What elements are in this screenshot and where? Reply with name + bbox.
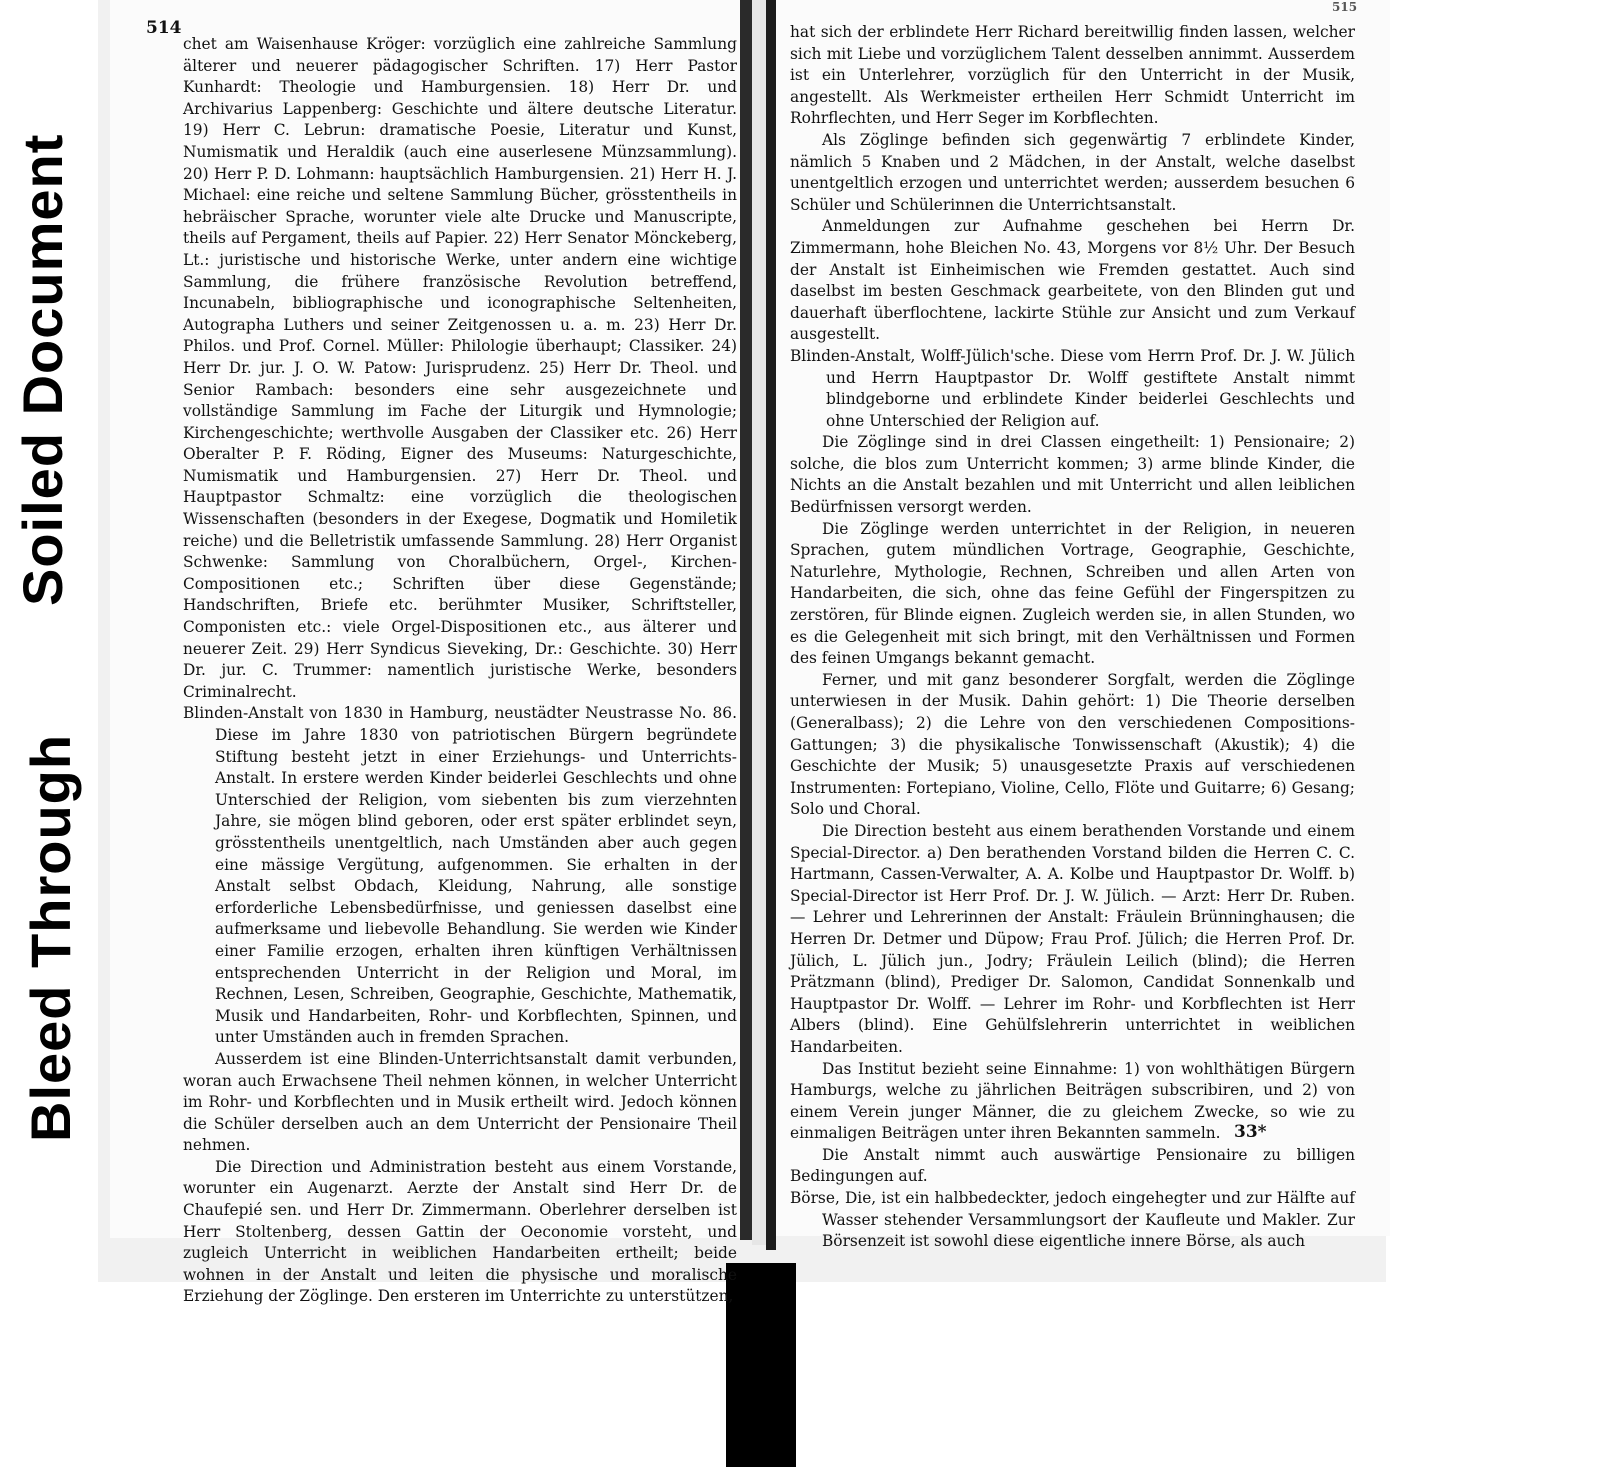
paragraph: Die Zöglinge sind in drei Classen eingetheilt: 1) Pensionaire; 2) solche, die blos zum Unterricht kommen; 3) arme blinde Kinder, die Nichts an die Anstalt bezahlen und mit Unterricht und allen leiblichen Bedürfnissen versorgt werden. <box>790 433 1355 517</box>
paragraph: Anmeldungen zur Aufnahme geschehen bei Herrn Dr. Zimmermann, hohe Bleichen No. 43, Morgens vor 8½ Uhr. Der Besuch der Anstalt ist Einheimischen wie Fremden gestattet. Auch sind daselbst im besten Geschmack gearbeitete, von den Blinden gut und dauerhaft überflochtene, lackirte Stühle zur Ansicht und zum Verkauf ausgestellt. <box>790 217 1355 344</box>
entry-blinden-anstalt-1830: Blinden-Anstalt von 1830 in Hamburg, neustädter Neustrasse No. 86. Diese im Jahre 1830 von patriotischen Bürgern begründete Stiftung besteht jetzt in einer Erziehungs- und Unterrichts-Anstalt. In erstere werden Kinder beiderlei Geschlechts und ohne Unterschied der Religion, vom siebenten bis zum vierzehnten Jahre, sie mögen blind geboren, oder erst später erblindet seyn, grösstentheils unentgeltlich, nach Umständen aber auch gegen eine mässige Vergütung, aufgenommen. Sie erhalten in der Anstalt selbst Obdach, Kleidung, Nahrung, alle sonstige erforderliche Lebensbedürfnisse, und geniessen daselbst eine aufmerksame und liebevolle Behandlung. Sie werden wie Kinder einer Familie erzogen, erhalten ihren künftigen Verhältnissen entsprechenden Unterricht in der Religion und Moral, im Rechnen, Lesen, Schreiben, Geographie, Geschichte, Mathematik, Musik und Handarbeiten, Rohr- und Korbflechten, Spinnen, und unter Umständen auch in fremden Sprachen. <box>183 704 737 1047</box>
paragraph: Die Direction besteht aus einem berathenden Vorstande und einem Special-Director. a) Den berathenden Vorstand bilden die Herren C. C. Hartmann, Cassen-Verwalter, A. A. Kolbe und Hauptpastor Dr. Wolff. b) Special-Director ist Herr Prof. Dr. J. W. Jülich. — Arzt: Herr Dr. Ruben. — Lehrer und Lehrerinnen der Anstalt: Fräulein Brünninghausen; die Herren Dr. Detmer und Düpow; Frau Prof. Jülich; die Herren Prof. Dr. Jülich, L. Jülich jun., Jodry; Fräulein Leilich (blind); die Herren Prätzmann (blind), Prediger Dr. Salomon, Candidat Sonnenkalb und Hauptpastor Dr. Wolff. — Lehrer im Rohr- und Korbflechten ist Herr Albers (blind). Eine Gehülfslehrerin unterrichtet in weiblichen Handarbeiten. <box>790 821 1355 1056</box>
paragraph: Die Direction und Administration besteht aus einem Vorstande, worunter ein Augenarzt. Aerzte der Anstalt sind Herr Dr. de Chaufepié sen. und Herr Dr. Zimmermann. Oberlehrer derselben ist Herr Stoltenberg, dessen Gattin der Oeconomie vorsteht, und zugleich Unterricht in weiblichen Handarbeiten ertheilt; beide wohnen in der Anstalt und leiten die physische und moralische Erziehung der Zöglinge. Den ersteren im Unterrichte zu unterstützen, <box>183 1157 737 1306</box>
book-gutter-shadow-right <box>766 0 776 1250</box>
book-gutter <box>752 0 766 1245</box>
book-gutter-shadow-left <box>740 0 752 1240</box>
left-page-text <box>183 34 737 1308</box>
signature-mark: 33* <box>1234 1122 1267 1142</box>
paragraph: Die Anstalt nimmt auch auswärtige Pensionaire zu billigen Bedingungen auf. <box>790 1145 1355 1186</box>
right-page-text <box>790 22 1355 1253</box>
paragraph: Ferner, und mit ganz besonderer Sorgfalt, werden die Zöglinge unterwiesen in der Musik. Dahin gehört: 1) Die Theorie derselben (Generalbass); 2) die Lehre von den verschiedenen Compositions-Gattungen; 3) die physikalische Tonwissenschaft (Akustik); 4) die Geschichte der Musik; 5) unausgesetzte Praxis auf verschiedenen Instrumenten: Fortepiano, Violine, Cello, Flöte und Guitarre; 6) Gesang; Solo und Choral. <box>790 670 1355 819</box>
paragraph: Als Zöglinge befinden sich gegenwärtig 7 erblindete Kinder, nämlich 5 Knaben und 2 Mädchen, in der Anstalt, welche daselbst unentgeltlich erzogen und unterrichtet werden; ausserdem besuchen 6 Schüler und Schülerinnen die Unterrichtsanstalt. <box>790 130 1355 214</box>
document-stamp <box>0 0 100 1467</box>
paragraph: Ausserdem ist eine Blinden-Unterrichtsanstalt damit verbunden, woran auch Erwachsene Theil nehmen können, in welcher Unterricht im Rohr- und Korbflechten und in Musik ertheilt wird. Jedoch können die Schüler derselben auch an dem Unterricht der Pensionaire Theil nehmen. <box>183 1049 737 1155</box>
paragraph: Das Institut bezieht seine Einnahme: 1) von wohlthätigen Bürgern Hamburgs, welche zu jährlichen Beiträgen subscribiren, und 2) von einem Verein junger Männer, die zu gleichem Zwecke, so wie zu einmaligen Beiträgen unter ihren Bekannten sammeln. <box>790 1059 1355 1143</box>
stamp-label-bleed-through: Bleed Through <box>19 733 82 1142</box>
library-list-paragraph: chet am Waisenhause Kröger: vorzüglich eine zahlreiche Sammlung älterer und neuerer pädagogischer Schriften. 17) Herr Pastor Kunhardt: Theologie und Hamburgensien. 18) Herr Dr. und Archivarius Lappenberg: Geschichte und ältere deutsche Literatur. 19) Herr C. Lebrun: dramatische Poesie, Literatur und Kunst, Numismatik und Heraldik (auch eine auserlesene Münzsammlung). 20) Herr P. D. Lohmann: hauptsächlich Hamburgensien. 21) Herr H. J. Michael: eine reiche und seltene Sammlung Bücher, grösstentheils in hebräischer Sprache, worunter viele alte Drucke und Manuscripte, theils auf Pergament, theils auf Papier. 22) Herr Senator Mönckeberg, Lt.: juristische und historische Werke, unter andern eine wichtige Sammlung, die frühere französische Revolution betreffend, Incunabeln, bibliographische und iconographische Seltenheiten, Autographa Luthers und seiner Zeitgenossen u. a. m. 23) Herr Dr. Philos. und Prof. Cornel. Müller: Philologie überhaupt; Classiker. 24) Herr Dr. jur. J. O. W. Patow: Jurisprudenz. 25) Herr Dr. Theol. und Senior Rambach: besonders eine sehr ausgezeichnete und vollständige Sammlung im Fache der Liturgik und Hymnologie; Kirchengeschichte; werthvolle Ausgaben der Classiker etc. 26) Herr Oberalter P. F. Röding, Eigner des Museums: Naturgeschichte, Numismatik und Hamburgensien. 27) Herr Dr. Theol. und Hauptpastor Schmaltz: eine vorzüglich die theologischen Wissenschaften (besonders in der Exegese, Dogmatik und Homiletik reiche) und die Belletristik umfassende Sammlung. 28) Herr Organist Schwenke: Sammlung von Choralbüchern, Orgel-, Kirchen-Compositionen etc.; Schriften über diese Gegenstände; Handschriften, Briefe etc. berühmter Musiker, Schriftsteller, Componisten etc.: viele Orgel-Dispositionen etc., aus älterer und neuerer Zeit. 29) Herr Syndicus Sieveking, Dr.: Geschichte. 30) Herr Dr. jur. C. Trummer: namentlich juristische Werke, besonders Criminalrecht. <box>183 35 737 701</box>
paragraph: Die Zöglinge werden unterrichtet in der Religion, in neueren Sprachen, gutem mündlichen Vortrage, Geographie, Geschichte, Naturlehre, Mythologie, Rechnen, Schreiben und allen Arten von Handarbeiten, die sich, ohne das feine Gefühl der Fingerspitzen zu zerstören, für Blinde eignen. Zugleich werden sie, in allen Stunden, wo es die Gelegenheit mit sich bringt, mit den Verhältnissen und Formen des feinen Umgangs bekannt gemacht. <box>790 519 1355 668</box>
right-page-number: 515 <box>1332 0 1358 14</box>
stamp-label-soiled-document: Soiled Document <box>11 133 74 606</box>
paragraph: hat sich der erblindete Herr Richard bereitwillig finden lassen, welcher sich mit Liebe und vorzüglichem Talent desselben annimmt. Ausserdem ist ein Unterlehrer, vorzüglich für den Unterricht in der Musik, angestellt. Als Werkmeister ertheilen Herr Schmidt Unterricht im Rohrflechten, und Herr Seger im Korbflechten. <box>790 23 1355 128</box>
entry-boerse: Börse, Die, ist ein halbbedeckter, jedoch eingehegter und zur Hälfte auf Wasser stehender Versammlungsort der Kaufleute und Makler. Zur Börsenzeit ist sowohl diese eigentliche innere Börse, als auch <box>790 1189 1355 1251</box>
entry-blinden-anstalt-wolff-juelich: Blinden-Anstalt, Wolff-Jülich'sche. Diese vom Herrn Prof. Dr. J. W. Jülich und Herrn Hauptpastor Dr. Wolff gestiftete Anstalt nimmt blindgeborne und erblindete Kinder beiderlei Geschlechts und ohne Unterschied der Religion auf. <box>790 346 1355 430</box>
left-page-number: 514 <box>146 18 182 38</box>
